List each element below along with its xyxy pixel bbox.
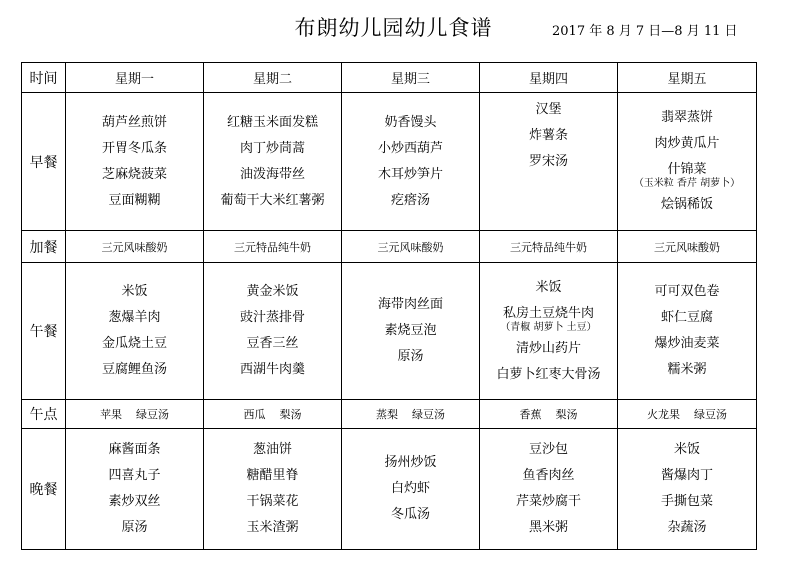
lunch-tue	[204, 263, 342, 400]
dinner-row	[22, 429, 757, 550]
day-header-wed: 星期三	[342, 63, 480, 93]
menu-table	[21, 62, 757, 550]
lunch-wed	[342, 263, 480, 400]
menu-item: 奶香馒头	[384, 114, 437, 130]
header-row	[22, 63, 757, 93]
menu-item: 糖醋里脊	[246, 468, 299, 483]
menu-item: 翡翠蒸饼	[660, 110, 713, 125]
snack-item: 苹果	[100, 408, 122, 421]
menu-item: 豉汁蒸排骨	[239, 310, 305, 325]
breakfast-row	[22, 93, 757, 231]
menu-item: 杂蔬汤	[667, 520, 707, 535]
afternoon-snack-label: 午点	[22, 400, 66, 429]
snack-item: 梨汤	[279, 408, 302, 421]
lunch-mon	[66, 263, 204, 400]
menu-item: 豆沙包	[528, 442, 568, 457]
date-range: 2017 年 8 月 7 日—8 月 11 日	[552, 24, 738, 39]
menu-item: 麻酱面条	[108, 442, 161, 457]
dinner-tue	[204, 429, 342, 550]
dinner-fri	[618, 429, 757, 550]
lunch-label: 午餐	[22, 263, 66, 400]
menu-item: 米饭	[673, 442, 700, 457]
lunch-thu	[480, 263, 618, 400]
menu-item: 清炒山药片	[515, 340, 581, 356]
afternoon-snack-mon	[66, 400, 204, 429]
lunch-row	[22, 263, 757, 400]
extra-meal-mon: 三元风味酸奶	[66, 231, 204, 263]
menu-item: 葡萄干大米红薯粥	[220, 192, 325, 208]
menu-item: 芹菜炒腐干	[515, 494, 581, 509]
day-header-tue: 星期二	[204, 63, 342, 93]
menu-item: 豆香三丝	[246, 336, 299, 351]
menu-item: 白灼虾	[390, 481, 430, 496]
breakfast-mon	[66, 93, 204, 231]
menu-item: 什锦菜	[667, 162, 707, 177]
extra-meal-label: 加餐	[22, 231, 66, 263]
menu-item: 豆面糊糊	[108, 192, 161, 208]
snack-item: 香蕉	[519, 408, 542, 421]
menu-item: 糯米粥	[667, 362, 707, 377]
menu-item: 冬瓜汤	[390, 507, 430, 522]
menu-item: 豆腐鲤鱼汤	[101, 362, 167, 377]
afternoon-snack-thu	[480, 400, 618, 429]
menu-item-note: （青椒 胡萝卜 土豆）	[500, 321, 597, 333]
snack-item: 绿豆汤	[694, 408, 727, 421]
afternoon-snack-fri	[618, 400, 757, 429]
menu-item: 原汤	[121, 520, 148, 535]
menu-item: 虾仁豆腐	[660, 310, 713, 325]
menu-item: 黄金米饭	[246, 284, 299, 299]
menu-item: 酱爆肉丁	[660, 468, 713, 483]
snack-item: 蒸梨	[376, 408, 398, 421]
snack-item: 绿豆汤	[412, 408, 445, 421]
dinner-label: 晚餐	[22, 429, 66, 550]
menu-item: 罗宋汤	[528, 154, 568, 169]
menu-item: 白萝卜红枣大骨汤	[496, 366, 601, 382]
menu-item: 木耳炒笋片	[377, 166, 443, 182]
dinner-mon	[66, 429, 204, 550]
breakfast-thu	[480, 93, 618, 231]
snack-item: 梨汤	[555, 408, 578, 421]
menu-item: 疙瘩汤	[390, 192, 430, 208]
menu-item: 米饭	[121, 284, 148, 299]
menu-item: 私房土豆烧牛肉	[502, 305, 594, 321]
menu-item: 肉丁炒茼蒿	[239, 140, 305, 156]
menu-item: 肉炒黄瓜片	[654, 136, 720, 151]
menu-item: 鱼香肉丝	[522, 468, 575, 483]
menu-item: 爆炒油麦菜	[654, 336, 720, 351]
page-title: 布朗幼儿园幼儿食谱	[294, 16, 493, 40]
day-header-fri: 星期五	[618, 63, 757, 93]
time-header: 时间	[22, 63, 66, 93]
menu-item: 黑米粥	[528, 520, 568, 535]
lunch-fri	[618, 263, 757, 400]
menu-item: 小炒西葫芦	[377, 140, 443, 156]
menu-item: 金瓜烧土豆	[101, 336, 167, 351]
snack-item: 火龙果	[647, 408, 680, 421]
snack-item: 绿豆汤	[136, 408, 169, 421]
menu-item: 油泼海带丝	[239, 166, 305, 182]
extra-meal-fri: 三元风味酸奶	[618, 231, 757, 263]
menu-item: 芝麻烧菠菜	[101, 166, 167, 182]
menu-item-note: （玉米粒 香芹 胡萝卜）	[633, 178, 741, 189]
breakfast-label: 早餐	[22, 93, 66, 231]
menu-item: 炸薯条	[528, 128, 568, 143]
extra-meal-wed: 三元风味酸奶	[342, 231, 480, 263]
menu-item: 葱油饼	[252, 442, 292, 457]
menu-item: 开胃冬瓜条	[101, 140, 167, 156]
day-header-mon: 星期一	[66, 63, 204, 93]
menu-item: 葱爆羊肉	[108, 310, 161, 325]
breakfast-fri	[618, 93, 757, 231]
menu-item: 红糖玉米面发糕	[226, 114, 318, 130]
extra-meal-tue: 三元特品纯牛奶	[204, 231, 342, 263]
dinner-wed	[342, 429, 480, 550]
menu-item: 汉堡	[535, 102, 562, 117]
menu-item: 可可双色卷	[654, 284, 720, 299]
menu-item: 原汤	[397, 349, 424, 364]
menu-item: 玉米渣粥	[246, 520, 299, 535]
menu-item: 扬州炒饭	[384, 455, 437, 470]
menu-item: 素炒双丝	[108, 494, 161, 509]
menu-item: 西湖牛肉羹	[239, 362, 305, 377]
menu-item: 四喜丸子	[108, 468, 161, 483]
afternoon-snack-row	[22, 400, 757, 429]
menu-item: 素烧豆泡	[384, 323, 437, 338]
menu-item: 干锅菜花	[246, 494, 299, 509]
dinner-thu	[480, 429, 618, 550]
extra-meal-row	[22, 231, 757, 263]
menu-item: 葫芦丝煎饼	[101, 114, 167, 130]
breakfast-tue	[204, 93, 342, 231]
menu-item: 海带肉丝面	[377, 297, 443, 312]
extra-meal-thu: 三元特品纯牛奶	[480, 231, 618, 263]
day-header-thu: 星期四	[480, 63, 618, 93]
breakfast-wed	[342, 93, 480, 231]
snack-item: 西瓜	[243, 408, 266, 421]
menu-item: 手撕包菜	[660, 494, 713, 509]
menu-item: 烩锅稀饭	[660, 197, 713, 212]
afternoon-snack-wed	[342, 400, 480, 429]
menu-item: 米饭	[535, 279, 562, 295]
afternoon-snack-tue	[204, 400, 342, 429]
